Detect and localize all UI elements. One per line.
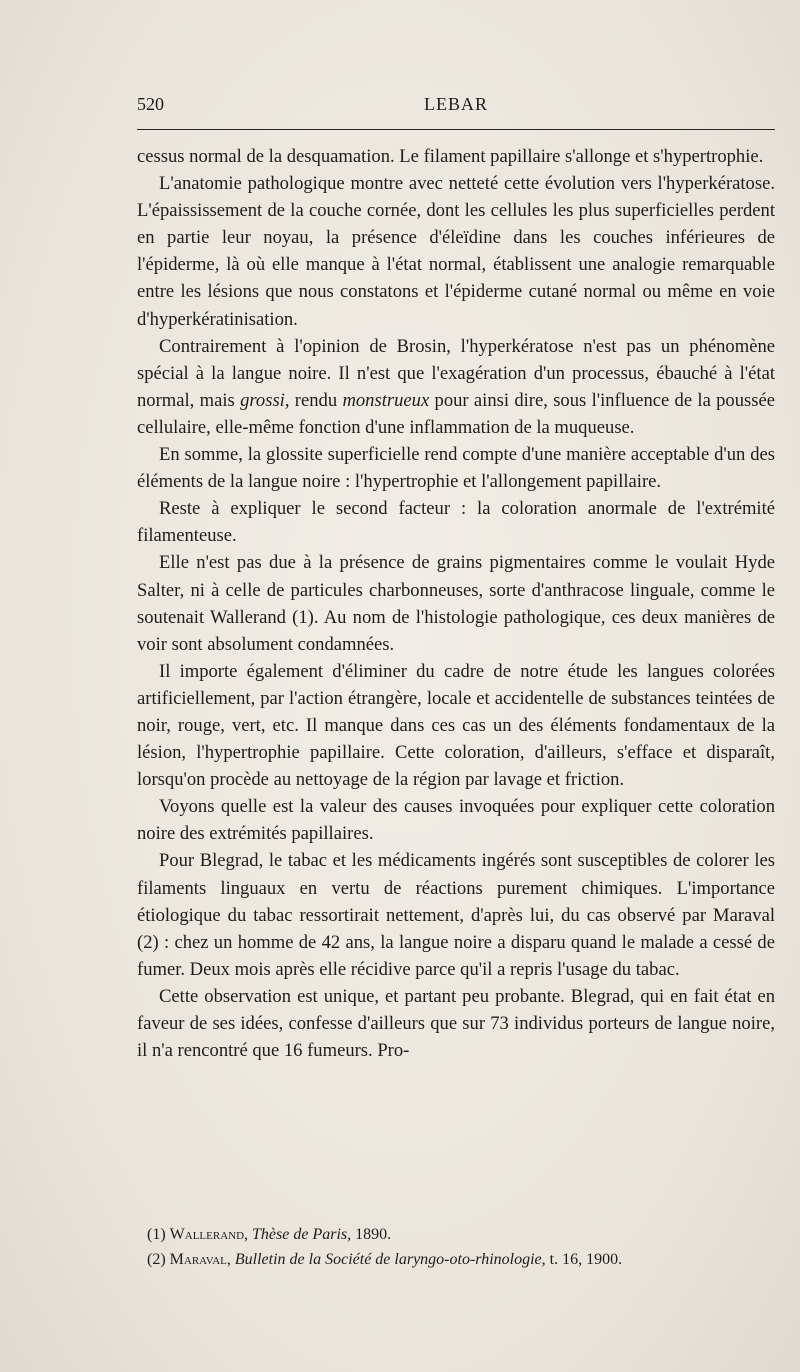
footnote-mark: (2) (147, 1251, 166, 1268)
paragraph: Elle n'est pas due à la présence de grains pigmentaires comme le voulait Hyde Salter, ni à celle de particules charbonneuses, sorte d'anthracose linguale, comme le soutenait Wallerand (1). Au nom de l'histologie pathologique, ces deux manières de voir sont absolument condamnées. (137, 552, 775, 655)
page-number: 520 (137, 94, 164, 114)
paragraph: cessus normal de la desquamation. Le filament papillaire s'allonge et s'hypertrophie. (137, 146, 764, 167)
header-rule (137, 129, 775, 130)
body-text (137, 143, 775, 1064)
paragraph: Pour Blegrad, le tabac et les médicaments ingérés sont susceptibles de colorer les filaments linguaux en vertu de réactions purement chimiques. L'importance étiologique du tabac ressortirait nettement, d'après lui, du cas observé par Maraval (2) : chez un homme de 42 ans, la langue noire a disparu quand le malade a cessé de fumer. Deux mois après elle récidive parce qu'il a repris l'usage du tabac. (137, 850, 775, 980)
paragraph: L'anatomie pathologique montre avec netteté cette évolution vers l'hyperkératose. L'épaississement de la couche cornée, dont les cellules les plus superficielles perdent en partie leur noyau, la présence d'éleïdine dans les couches inférieures de l'épiderme, là où elle manque à l'état normal, établissent une analogie remarquable entre les lésions que nous constatons et l'épiderme cutané normal ou même en voie d'hyperkératinisation. (137, 173, 775, 330)
paragraph: Voyons quelle est la valeur des causes invoquées pour expliquer cette coloration noire des extrémités papillaires. (137, 796, 775, 845)
footnote-title: Bulletin de la Société de laryngo-oto-rhinologie, (234, 1251, 546, 1268)
footnote-mark: (1) (147, 1226, 166, 1243)
paragraph: Il importe également d'éliminer du cadre de notre étude les langues colorées artificiellement, par l'action étrangère, locale et accidentelle de substances teintées de noir, rouge, vert, etc. Il manque dans ces cas un des éléments fondamentaux de la lésion, l'hypertrophie papillaire. Cette coloration, d'ailleurs, s'efface et disparaît, lorsqu'on procède au nettoyage de la région par lavage et friction. (137, 660, 775, 791)
footnote-title: Thèse de Paris, (252, 1226, 352, 1243)
footnote-author: Maraval, (169, 1251, 231, 1268)
emphasis: grossi (240, 389, 285, 411)
paragraph: En somme, la glossite superficielle rend compte d'une manière acceptable d'un des éléments de la langue noire : l'hypertrophie et l'allongement papillaire. (137, 444, 775, 493)
paragraph (137, 333, 775, 441)
paragraph: Reste à expliquer le second facteur : la coloration anormale de l'extrémité filamenteuse. (137, 498, 775, 547)
running-title: LEBAR (423, 94, 488, 114)
footnote-author: Wallerand, (169, 1226, 249, 1243)
emphasis: monstrueux (342, 389, 430, 411)
footnote-rest: 1890. (355, 1226, 392, 1243)
footnote (147, 1247, 767, 1272)
paragraph-text: pour ainsi dire, sous l'influence de la poussée cellulaire, elle-même fonction d'une inflammation de la muqueuse. (137, 389, 776, 438)
footnotes (147, 1222, 767, 1272)
footnote-rest: t. 16, 1900. (549, 1251, 623, 1268)
paragraph: Cette observation est unique, et partant peu probante. Blegrad, qui en fait état en faveur de ses idées, confesse d'ailleurs que sur 73 individus porteurs de langue noire, il n'a rencontré que 16 fumeurs. Pro- (137, 985, 775, 1062)
footnote (147, 1222, 767, 1247)
paragraph-text: , rendu (284, 389, 338, 411)
paragraph-text: Contrairement à l'opinion de Brosin, l'hyperkératose n'est pas un phénomène spécial à la langue noire. Il n'est que l'exagération d'un processus, ébauché à l'état normal, mais (137, 335, 775, 411)
page-header (137, 88, 775, 120)
